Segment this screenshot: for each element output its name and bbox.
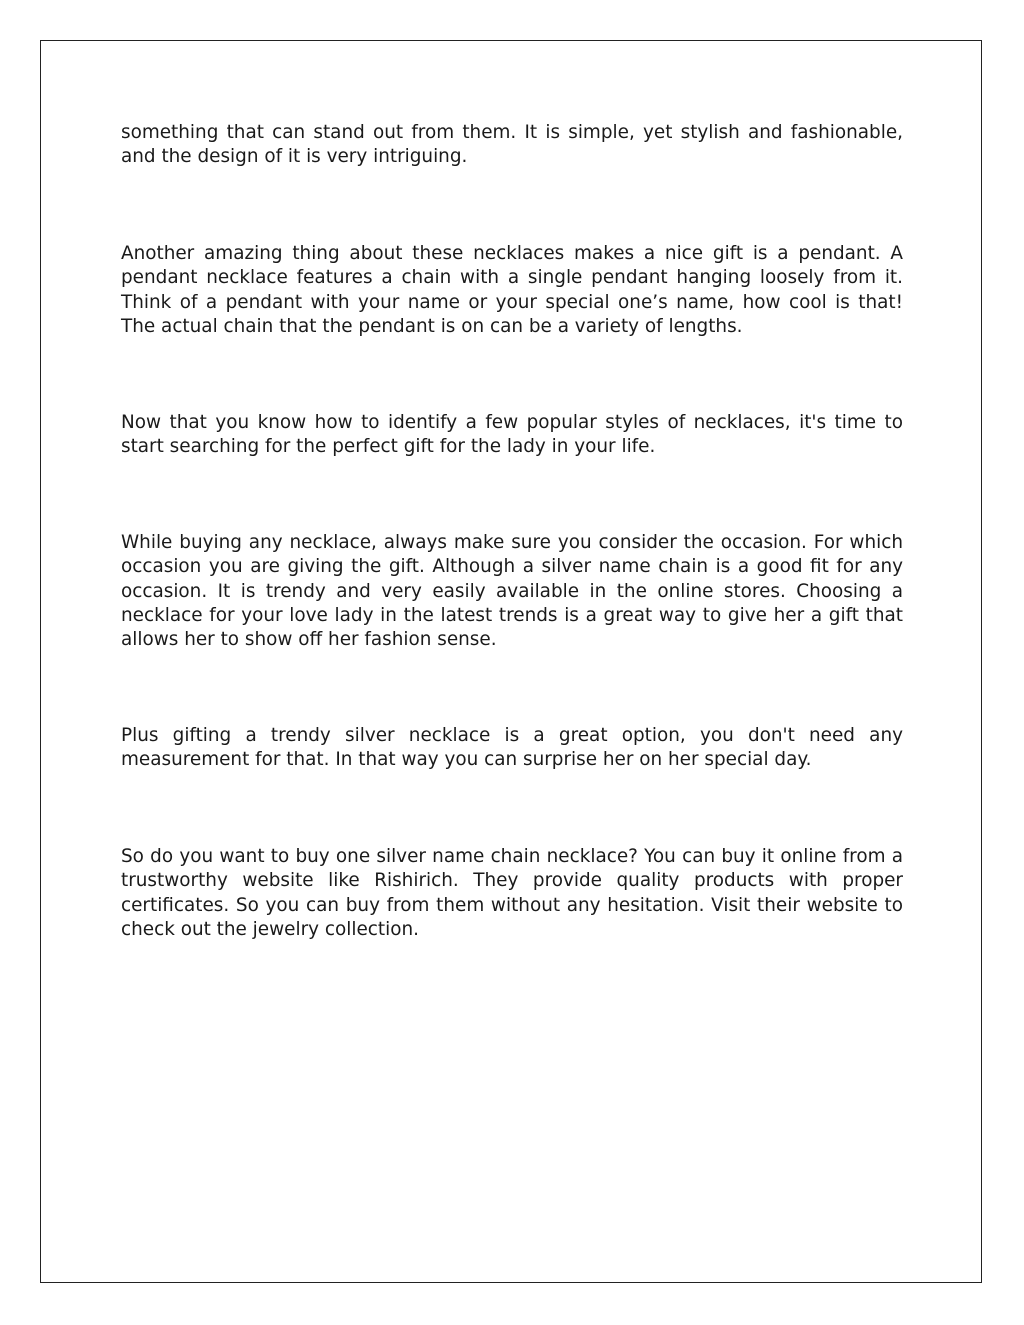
- paragraph-pendant: Another amazing thing about these necklaces makes a nice gift is a pendant. A pendant necklace features a chain with a single pendant hanging loosely from it. Think of a pendant with your name or your special one’s name, how cool is that! The actual chain that the pendant is on can be a variety of lengths.: [121, 243, 903, 337]
- paragraph-intro-continuation: something that can stand out from them. It is simple, yet stylish and fashionable, and the design of it is very intriguing.: [121, 122, 903, 168]
- paragraph-popular-styles: Now that you know how to identify a few popular styles of necklaces, it's time to start searching for the perfect gift for the lady in your life.: [121, 412, 903, 458]
- paragraph-buy-online: So do you want to buy one silver name chain necklace? You can buy it online from a trustworthy website like Rishirich. They provide quality products with proper certificates. So you can buy from them without any hesitation. Visit their website to check out the jewelry collection.: [121, 846, 903, 940]
- paragraph-silver-necklace: Plus gifting a trendy silver necklace is a great option, you don't need any measurement for that. In that way you can surprise her on her special day.: [121, 725, 903, 771]
- paragraph-occasion: While buying any necklace, always make sure you consider the occasion. For which occasion you are giving the gift. Although a silver name chain is a good fit for any occasion. It is trendy and very easily available in the online stores. Choosing a necklace for your love lady in the latest trends is a great way to give her a gift that allows her to show off her fashion sense.: [121, 532, 903, 651]
- document-page: [40, 40, 982, 1283]
